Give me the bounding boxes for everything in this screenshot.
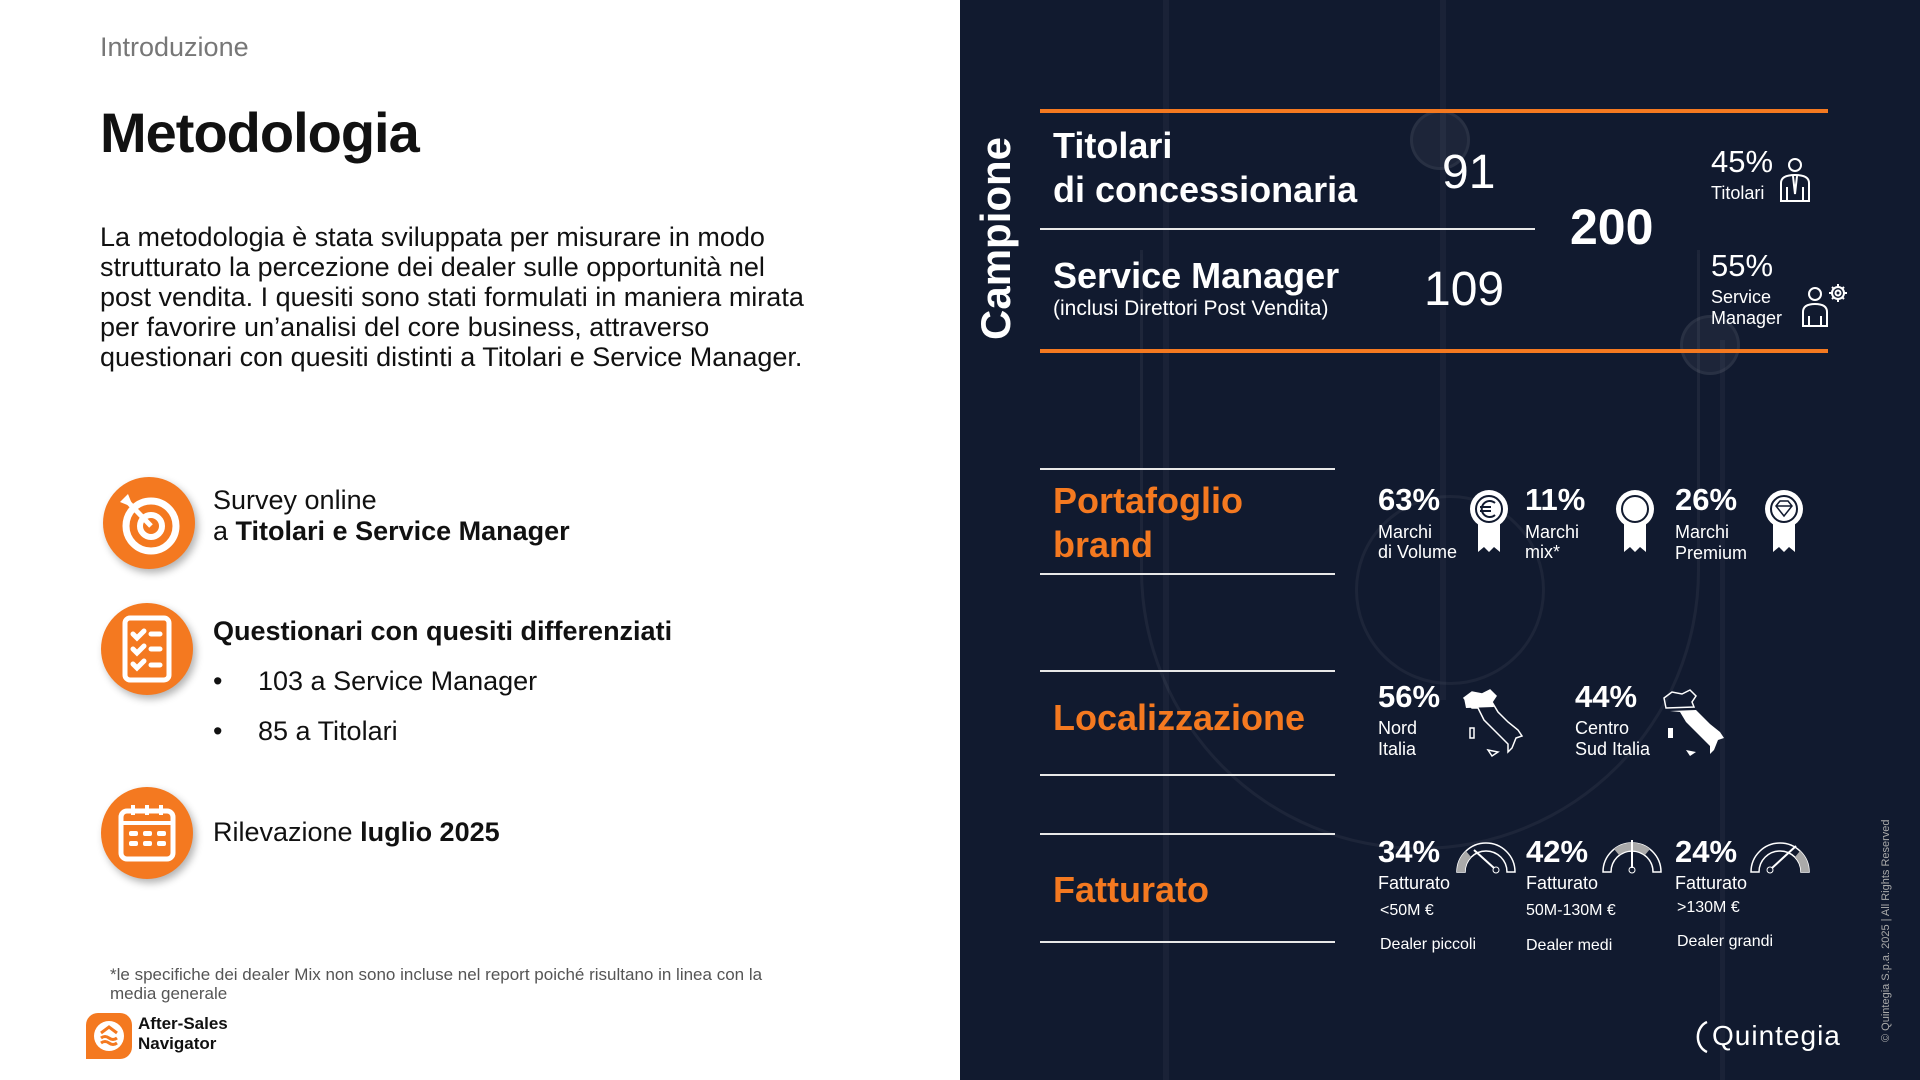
sm-share: 55% — [1711, 248, 1774, 283]
manager-gear-icon — [1800, 280, 1850, 330]
portafoglio-title-2: brand — [1053, 524, 1154, 565]
italy-north-map-icon — [1460, 688, 1526, 760]
nord-label-2: Italia — [1378, 739, 1417, 759]
gauge-low-icon — [1454, 836, 1518, 874]
premium-label-2: Premium — [1675, 543, 1748, 563]
volume-label-2: di Volume — [1378, 542, 1458, 562]
sud-pct: 44% — [1575, 679, 1638, 714]
volume-pct: 63% — [1378, 482, 1441, 517]
white-divider — [1040, 833, 1335, 835]
titolari-label-1: Titolari — [1053, 125, 1173, 166]
large-pct: 24% — [1675, 834, 1738, 869]
intro-paragraph: La metodologia è stata sviluppata per misurare in modo strutturato la percezione dei dealer sulle opportunità nel post vendita. I quesiti sono stati formulati in maniera mirata per favorire un’analisi del core business, attraverso questionari con quesiti distinti a Titolari e Service Manager. — [100, 222, 804, 372]
small-label: Fatturato — [1378, 873, 1451, 893]
mid-range: 50M-130M € — [1526, 902, 1616, 919]
sm-note: (inclusi Direttori Post Vendita) — [1053, 297, 1329, 320]
large-label: Fatturato — [1675, 873, 1748, 893]
titolari-count: 91 — [1442, 146, 1496, 199]
white-divider — [1040, 774, 1335, 776]
brand-name: After-Sales Navigator — [138, 1014, 228, 1053]
footnote: *le specifiche dei dealer Mix non sono incluse nel report poiché risultano in linea con la media generale — [110, 965, 763, 1003]
survey-prefix: a — [213, 516, 236, 546]
large-segment: Dealer grandi — [1677, 933, 1774, 950]
mid-pct: 42% — [1526, 834, 1589, 869]
target-icon — [103, 477, 195, 569]
euro-ribbon-icon — [1468, 488, 1510, 554]
premium-pct: 26% — [1675, 482, 1738, 517]
copyright: © Quintegia S.p.a. 2025 | All Rights Reserved — [1880, 819, 1892, 1042]
gauge-mid-icon — [1600, 836, 1664, 874]
quintegia-swoosh-icon — [1695, 1018, 1709, 1058]
bullet-dot: • — [213, 716, 223, 746]
titolari-share-label: Titolari — [1711, 183, 1765, 203]
owner-person-icon — [1778, 157, 1812, 203]
titolari-label-2: di concessionaria — [1053, 169, 1358, 210]
white-divider — [1040, 941, 1335, 943]
titolari-share: 45% — [1711, 144, 1774, 179]
italy-south-map-icon — [1660, 688, 1726, 760]
fatturato-title: Fatturato — [1053, 869, 1209, 910]
right-panel — [960, 0, 1920, 1080]
white-divider — [1040, 573, 1335, 575]
sm-label: Service Manager — [1053, 255, 1340, 296]
survey-line2 — [213, 516, 570, 547]
date-prefix: Rilevazione — [213, 817, 361, 847]
mix-label-2: mix* — [1525, 542, 1560, 562]
white-divider — [1040, 670, 1335, 672]
bullet-dot: • — [213, 666, 223, 696]
diamond-ribbon-icon — [1763, 488, 1805, 554]
sud-label-1: Centro — [1575, 718, 1630, 738]
nord-label-1: Nord — [1378, 718, 1418, 738]
total-count: 200 — [1570, 199, 1654, 255]
sud-label-2: Sud Italia — [1575, 739, 1651, 759]
orange-divider — [1040, 109, 1828, 113]
section-label: Introduzione — [100, 32, 249, 62]
white-divider — [1040, 468, 1335, 470]
volume-label-1: Marchi — [1378, 522, 1433, 542]
portafoglio-title-1: Portafoglio — [1053, 480, 1243, 521]
date-value: luglio 2025 — [360, 817, 500, 847]
page-title: Metodologia — [100, 101, 419, 164]
sm-count: 109 — [1424, 263, 1505, 316]
calendar-icon — [101, 787, 193, 879]
mid-segment: Dealer medi — [1526, 937, 1613, 954]
mix-pct: 11% — [1525, 482, 1586, 517]
survey-date — [213, 817, 500, 848]
campione-label: Campione — [972, 136, 1019, 340]
quintegia-logo: Quintegia — [1712, 1020, 1841, 1051]
ribbon-icon — [1614, 488, 1656, 554]
mid-label: Fatturato — [1526, 873, 1599, 893]
orange-divider — [1040, 349, 1828, 353]
nord-pct: 56% — [1378, 679, 1441, 714]
survey-line1: Survey online — [213, 485, 377, 515]
small-range: <50M € — [1380, 902, 1434, 919]
white-divider — [1040, 228, 1535, 230]
sm-share-label-1: Service — [1711, 287, 1772, 307]
checklist-icon — [101, 603, 193, 695]
sm-share-label-2: Manager — [1711, 308, 1783, 328]
premium-label-1: Marchi — [1675, 522, 1730, 542]
navigator-logo-icon — [86, 1013, 132, 1059]
bullet-titolari: 85 a Titolari — [258, 716, 398, 746]
small-segment: Dealer piccoli — [1380, 936, 1477, 953]
questionnaire-title: Questionari con quesiti differenziati — [213, 616, 673, 646]
localizzazione-title: Localizzazione — [1053, 697, 1306, 738]
gauge-high-icon — [1748, 836, 1812, 874]
small-pct: 34% — [1378, 834, 1441, 869]
bullet-service-manager: 103 a Service Manager — [258, 666, 538, 696]
mix-label-1: Marchi — [1525, 522, 1580, 542]
large-range: >130M € — [1677, 899, 1740, 916]
survey-target: Titolari e Service Manager — [235, 516, 570, 546]
